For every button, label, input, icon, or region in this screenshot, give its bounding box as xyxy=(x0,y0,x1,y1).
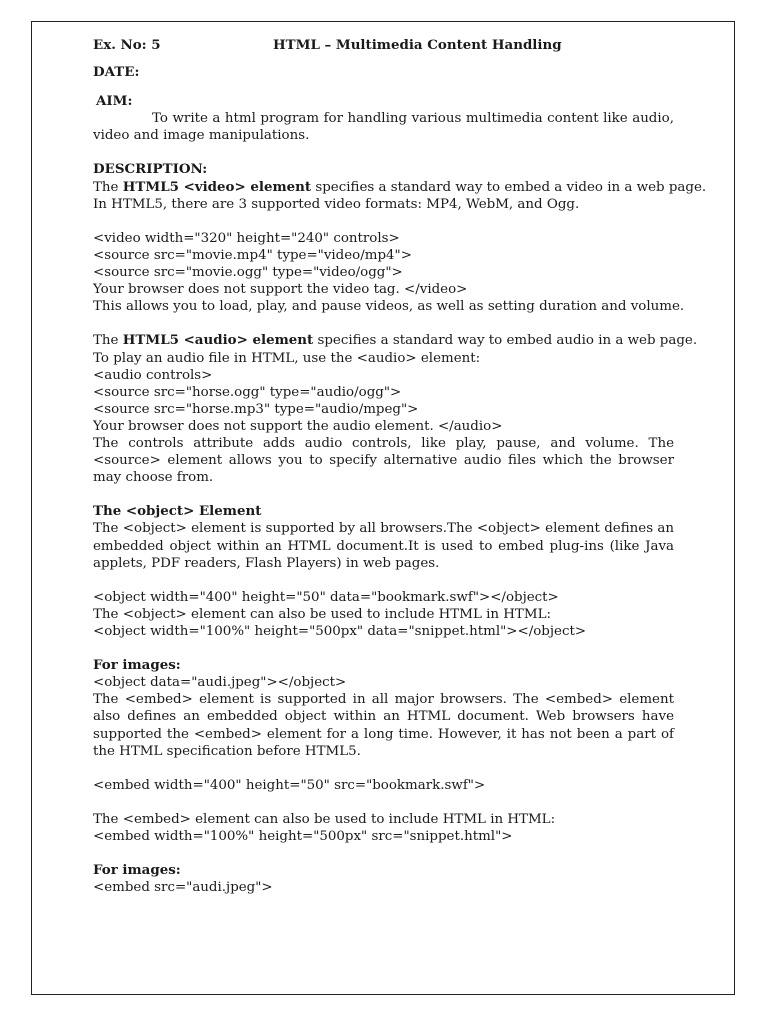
embed-include-text: The <embed> element can also be used to include HTML in HTML: xyxy=(93,812,556,828)
embed-paragraph: The <embed> element is supported in all major browsers. The <embed> element also defines an embedded object within an HTML document. Web browsers have supported the <embed> element for a long time. However, it has not been a part of the HTML specification before HTML5. xyxy=(93,692,674,759)
document-body xyxy=(93,37,707,897)
audio-line: To play an audio file in HTML, use the <audio> element: xyxy=(93,350,481,366)
date-label: DATE: xyxy=(93,64,140,80)
object-images-heading: For images: xyxy=(93,657,181,674)
audio-controls-paragraph: The controls attribute adds audio controls, like play, pause, and volume. The <source> element allows you to specify alternative audio files which the browser may choose from. xyxy=(93,435,674,486)
object-paragraph: The <object> element is supported by all browsers.The <object> element defines an embedded object within an HTML document.It is used to embed plug-ins (like Java applets, PDF readers, Flash Players) in web pages. xyxy=(93,521,674,571)
description-heading: DESCRIPTION: xyxy=(93,161,208,178)
video-code-line: <video width="320" height="240" controls> xyxy=(93,230,400,246)
video-element-term: HTML5 <video> element xyxy=(122,178,312,195)
video-intro xyxy=(93,178,707,196)
page-title: HTML – Multimedia Content Handling xyxy=(273,37,562,53)
object-images-code: <object data="audi.jpeg"></object> xyxy=(93,675,347,691)
audio-element-term: HTML5 <audio> element xyxy=(122,332,314,349)
video-code-line: Your browser does not support the video tag. </video> xyxy=(93,282,468,298)
object-code-line: <object width="100%" height="500px" data="snippet.html"></object> xyxy=(93,624,587,639)
aim-heading: AIM: xyxy=(96,93,133,110)
object-code-line: <object width="400" height="50" data="bookmark.swf"></object> xyxy=(93,589,559,605)
embed-images-code: <embed src="audi.jpeg"> xyxy=(93,880,273,896)
aim-text-line2: video and image manipulations. xyxy=(93,128,310,144)
embed-code-line: <embed width="100%" height="500px" src="snippet.html"> xyxy=(93,829,513,845)
audio-intro-post: specifies a standard way to embed audio in a web page. xyxy=(313,333,698,349)
audio-line: <source src="horse.mp3" type="audio/mpeg"> xyxy=(93,401,419,417)
aim-text-line1: To write a html program for handling various multimedia content like audio, xyxy=(152,111,674,127)
video-intro-post: specifies a standard way to embed a video in a web page. xyxy=(311,179,707,195)
video-formats: In HTML5, there are 3 supported video formats: MP4, WebM, and Ogg. xyxy=(93,196,580,212)
video-code-line: <source src="movie.ogg" type="video/ogg"> xyxy=(93,265,403,281)
audio-line: <audio controls> xyxy=(93,367,213,383)
video-intro-pre: The xyxy=(93,179,123,195)
audio-line: <source src="horse.ogg" type="audio/ogg"> xyxy=(93,384,402,400)
document-header xyxy=(93,37,674,55)
video-code-line: <source src="movie.mp4" type="video/mp4"> xyxy=(93,247,412,263)
audio-line: Your browser does not support the audio element. </audio> xyxy=(93,418,503,434)
audio-intro xyxy=(93,332,698,349)
object-heading: The <object> Element xyxy=(93,503,262,520)
exercise-number: Ex. No: 5 xyxy=(93,37,161,53)
audio-intro-pre: The xyxy=(93,333,123,349)
video-note: This allows you to load, play, and pause videos, as well as setting duration and volume. xyxy=(93,299,685,315)
embed-images-heading: For images: xyxy=(93,862,181,879)
object-code-line: The <object> element can also be used to include HTML in HTML: xyxy=(93,606,551,622)
embed-code-line: <embed width="400" height="50" src="bookmark.swf"> xyxy=(93,777,486,793)
